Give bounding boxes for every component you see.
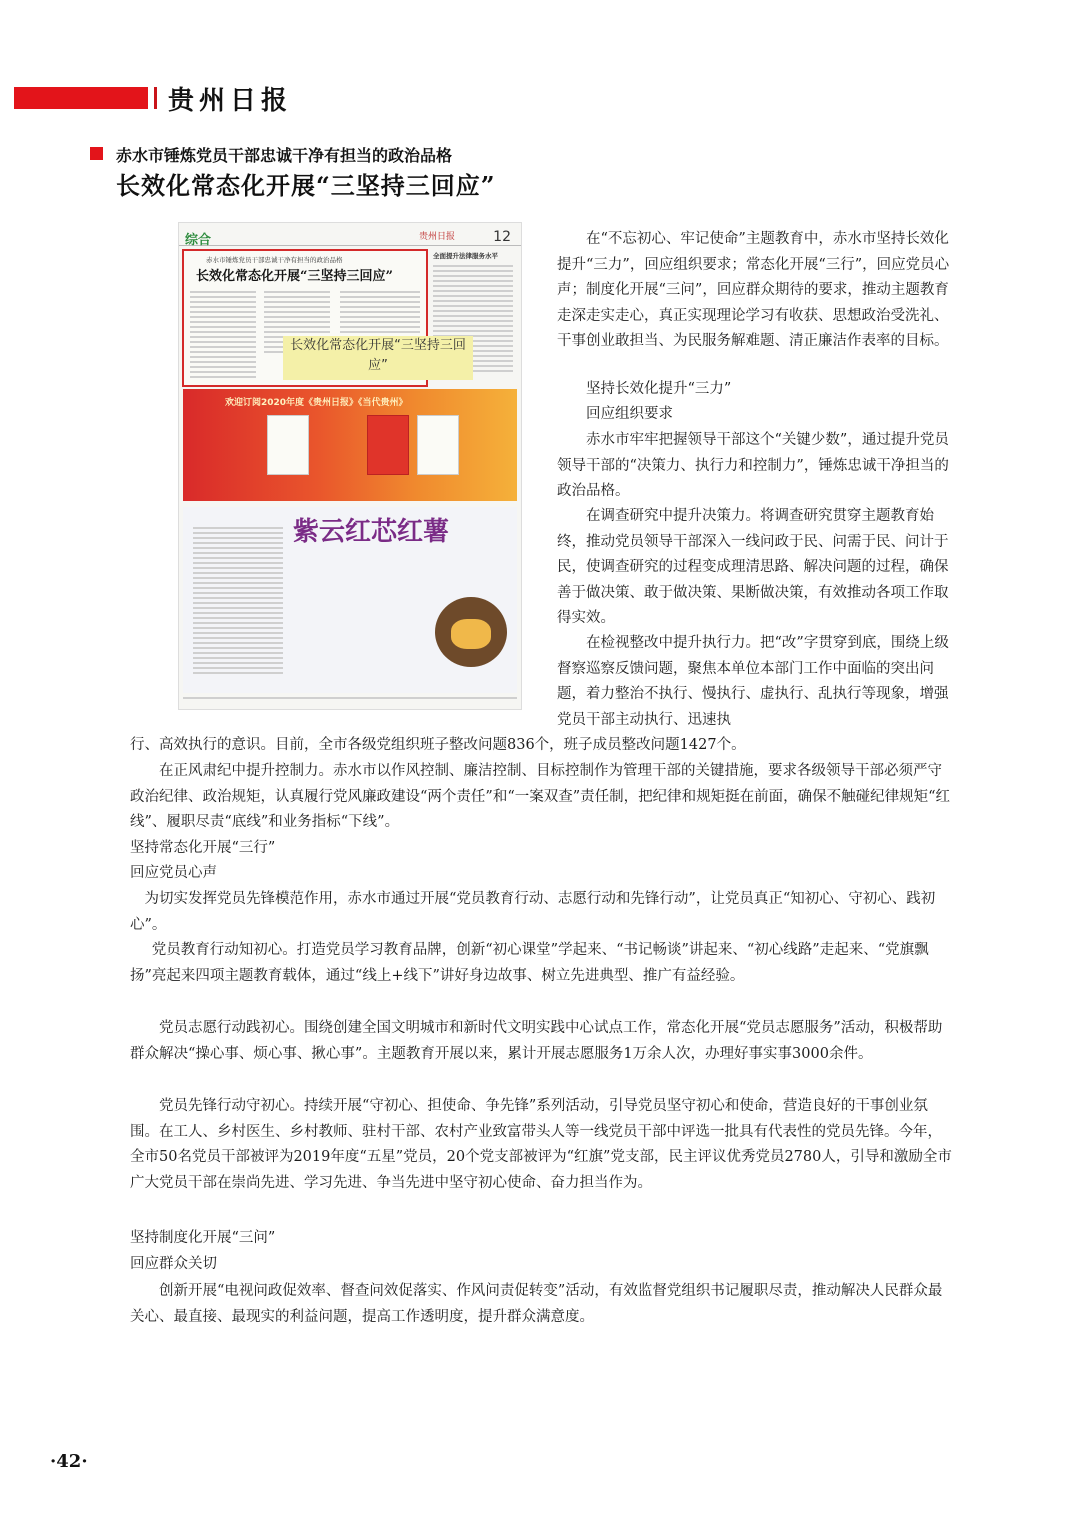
section-heading: 坚持制度化开展“三问”: [130, 1230, 276, 1246]
thumbnail-kicker: 赤水市锤炼党员干部忠诚干净有担当的政治品格: [206, 256, 343, 264]
article-headline: 长效化常态化开展“三坚持三回应”: [116, 171, 496, 200]
newspaper-icon: [417, 415, 459, 475]
article-paragraph: 赤水市牢牢把握领导干部这个“关键少数”，通过提升党员领导干部的“决策力、执行力和控制力”，锤炼忠诚干净担当的政治品格。: [557, 432, 949, 499]
ad-text-column: [193, 527, 283, 677]
article-kicker: 赤水市锤炼党员干部忠诚干净有担当的政治品格: [116, 146, 453, 165]
thumbnail-logo: 贵州日报: [419, 232, 456, 242]
section-heading: 坚持常态化开展“三行”: [130, 840, 276, 856]
newspaper-icon: [267, 415, 309, 475]
thumbnail-text-column: [190, 291, 256, 381]
section-heading: 坚持长效化提升“三力”: [586, 381, 732, 397]
article-paragraph: 党员志愿行动践初心。围绕创建全国文明城市和新时代文明实践中心试点工作，常态化开展“党员志愿服务”活动，积极帮助群众解决“操心事、烦心事、揪心事”。主题教育开展以来，累计开展志愿服务1万余人次，办理好事实事3000余件。: [130, 1020, 943, 1062]
thumbnail-callout: 长效化常态化开展“三坚持三回应”: [283, 336, 473, 380]
subscription-ad: [183, 389, 517, 501]
thumbnail-page-number: 12: [493, 229, 511, 245]
article-paragraph: 行、高效执行的意识。目前，全市各级党组织班子整改问题836个，班子成员整改问题1427个。: [130, 737, 746, 753]
article-paragraph: 在检视整改中提升执行力。把“改”字贯穿到底，围绕上级督察巡察反馈问题，聚焦本单位本部门工作中面临的突出问题，着力整治不执行、慢执行、虚执行、乱执行等现象，增强党员干部主动执行、迅速执: [557, 635, 949, 728]
thumbnail-side-title: 全面提升法律服务水平: [433, 252, 498, 260]
sweet-potato-icon: [451, 619, 491, 649]
subscription-ad-text: 欢迎订阅2020年度《贵州日报》《当代贵州》: [225, 398, 408, 408]
section-subheading: 回应党员心声: [130, 865, 217, 881]
sweet-potato-ad: [183, 507, 517, 693]
kicker-marker: [90, 147, 103, 160]
page-number: ·42·: [50, 1451, 88, 1472]
article-paragraph: 在“不忘初心、牢记使命”主题教育中，赤水市坚持长效化提升“三力”，回应组织要求；常态化开展“三行”，回应党员心声；制度化开展“三问”，回应群众期待的要求，推动主题教育走深走实走心，真正实现理论学习有收获、思想政治受洗礼、干事创业敢担当、为民服务解难题、清正廉洁作表率的目标。: [557, 231, 950, 349]
thumbnail-header: [179, 223, 521, 246]
article-paragraph: 创新开展“电视问政促效率、督查问效促落实、作风问责促转变”活动，有效监督党组织书记履职尽责，推动解决人民群众最关心、最直接、最现实的利益问题，提高工作透明度，提升群众满意度。: [130, 1283, 943, 1325]
section-subheading: 回应组织要求: [586, 406, 673, 422]
masthead-divider: [154, 87, 157, 109]
article-paragraph: 党员先锋行动守初心。持续开展“守初心、担使命、争先锋”系列活动，引导党员坚守初心和使命，营造良好的干事创业氛围。在工人、乡村医生、乡村教师、驻村干部、农村产业致富带头人等一线党员干部中评选一批具有代表性的党员先锋。今年，全市50名党员干部被评为2019年度“五星”党员，20个党支部被评为“红旗”党支部，民主评议优秀党员2780人，引导和激励全市广大党员干部在崇尚先进、学习先进、争当先进中坚守初心使命、奋力担当作为。: [130, 1098, 952, 1191]
magazine-icon: [367, 415, 409, 475]
masthead-red-bar: [14, 87, 148, 109]
article-paragraph: 在正风肃纪中提升控制力。赤水市以作风控制、廉洁控制、目标控制作为管理干部的关键措施，要求各级领导干部必须严守政治纪律、政治规矩，认真履行党风廉政建设“两个责任”和“一案双查”责任制，把纪律和规矩挺在前面，确保不触碰纪律规矩“红线”、履职尽责“底线”和业务指标“下线”。: [130, 763, 951, 830]
sweet-potato-ad-title: 紫云红芯红薯: [293, 517, 450, 547]
thumbnail-footer: [183, 697, 517, 703]
section-subheading: 回应群众关切: [130, 1256, 217, 1272]
article-paragraph: 为切实发挥党员先锋模范作用，赤水市通过开展“党员教育行动、志愿行动和先锋行动”，让党员真正“知初心、守初心、践初心”。: [130, 891, 936, 933]
thumbnail-section: 综合: [185, 233, 212, 248]
masthead-title: 贵州日报: [168, 86, 293, 116]
article-paragraph: 在调查研究中提升决策力。将调查研究贯穿主题教育始终，推动党员领导干部深入一线问政于民、问需于民、问计于民，使调查研究的过程变成理清思路、解决问题的过程，确保善于做决策、敢于做决策、果断做决策，有效推动各项工作取得实效。: [557, 508, 949, 626]
article-paragraph: 党员教育行动知初心。打造党员学习教育品牌，创新“初心课堂”学起来、“书记畅谈”讲起来、“初心线路”走起来、“党旗飘扬”亮起来四项主题教育载体，通过“线上+线下”讲好身边故事、树立先进典型、推广有益经验。: [130, 942, 929, 984]
newspaper-page-image: [178, 222, 522, 710]
thumbnail-headline: 长效化常态化开展“三坚持三回应”: [196, 269, 393, 284]
